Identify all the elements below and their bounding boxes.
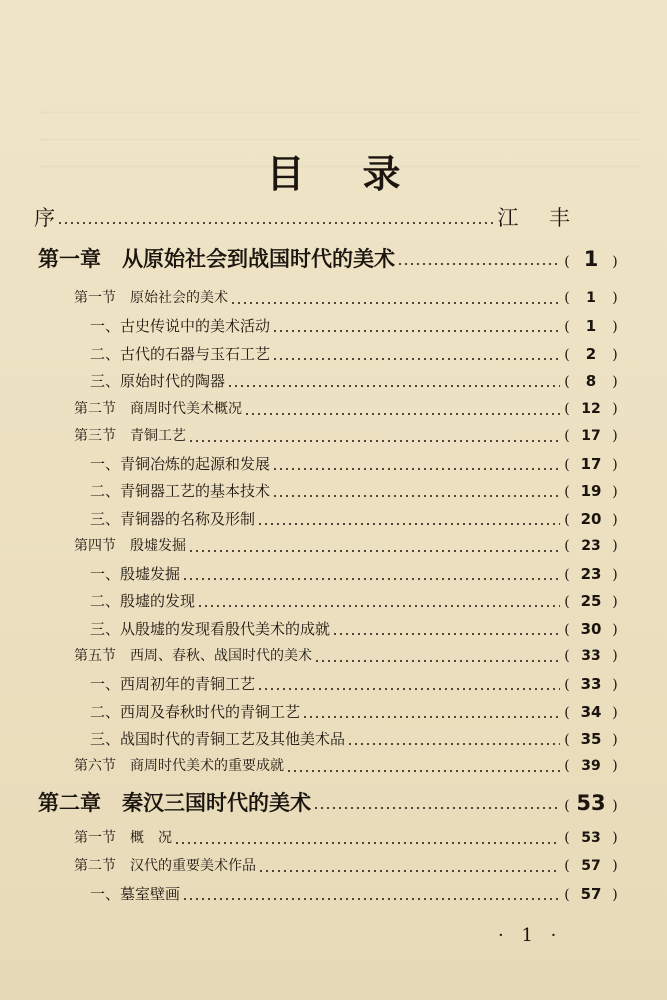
leader-dots <box>272 495 560 497</box>
close-paren: ) <box>612 457 618 473</box>
toc-page-ref <box>562 283 620 313</box>
open-paren: ( <box>564 830 570 846</box>
toc-section-row <box>74 851 620 881</box>
toc-entry-label: 一、古史传说中的美术活动 <box>90 317 271 335</box>
open-paren: ( <box>564 484 570 500</box>
leader-dots <box>197 605 560 607</box>
open-paren: ( <box>564 622 570 638</box>
toc-page-ref <box>562 669 620 700</box>
open-paren: ( <box>564 705 570 721</box>
toc-entry-label: 二、西周及春秋时代的青铜工艺 <box>90 703 301 721</box>
toc-section-row <box>74 283 620 313</box>
toc-item-row <box>90 339 620 369</box>
toc-page-ref <box>562 586 620 617</box>
open-paren: ( <box>564 648 570 664</box>
toc-page-number: 53 <box>581 830 601 846</box>
toc-entry-label: 二、青铜器工艺的基本技术 <box>90 482 271 500</box>
toc-entry-label: 第二节 商周时代美术概况 <box>74 401 242 417</box>
toc-page-ref <box>562 879 620 910</box>
toc-page-number: 39 <box>581 758 601 774</box>
toc-section-row <box>74 823 620 853</box>
toc-item-row <box>90 449 620 479</box>
close-paren: ) <box>612 567 618 583</box>
leader-dots <box>347 743 560 745</box>
leader-dots <box>313 807 560 809</box>
leader-dots <box>272 330 560 332</box>
leader-dots <box>314 660 560 662</box>
toc-section-row <box>74 531 620 561</box>
toc-entry-label: 三、从殷墟的发现看殷代美术的成就 <box>90 620 331 638</box>
open-paren: ( <box>564 347 570 363</box>
toc-entry-label: 第四节 殷墟发掘 <box>74 538 186 554</box>
open-paren: ( <box>564 254 570 270</box>
toc-page-ref <box>562 788 620 821</box>
leader-dots <box>302 716 560 718</box>
toc-page-number: 35 <box>580 730 602 748</box>
leader-dots <box>182 898 560 900</box>
toc-entry-label: 一、青铜冶炼的起源和发展 <box>90 455 271 473</box>
leader-dots <box>182 578 560 580</box>
close-paren: ) <box>612 798 618 814</box>
open-paren: ( <box>564 758 570 774</box>
close-paren: ) <box>612 538 618 554</box>
close-paren: ) <box>612 374 618 390</box>
close-paren: ) <box>612 347 618 363</box>
toc-item-row <box>90 724 620 754</box>
open-paren: ( <box>564 401 570 417</box>
open-paren: ( <box>564 732 570 748</box>
close-paren: ) <box>612 290 618 306</box>
toc-page-number: 1 <box>583 247 599 271</box>
toc-entry-label: 第一节 原始社会的美术 <box>74 290 228 306</box>
leader-dots <box>244 413 560 415</box>
toc-page-number: 34 <box>580 703 602 721</box>
toc-section-row <box>74 394 620 424</box>
toc-page-ref <box>562 311 620 342</box>
toc-page-number: 23 <box>581 538 601 554</box>
toc-item-row <box>90 669 620 699</box>
toc-page-ref <box>562 851 620 881</box>
leader-dots <box>397 263 560 265</box>
toc-entry-label: 二、殷墟的发现 <box>90 592 196 610</box>
toc-page-ref <box>562 531 620 561</box>
toc-item-row <box>90 559 620 589</box>
toc-page-number: 23 <box>580 565 602 583</box>
open-paren: ( <box>564 567 570 583</box>
close-paren: ) <box>612 512 618 528</box>
toc-page-number: 57 <box>580 885 602 903</box>
toc-page-ref <box>562 394 620 424</box>
open-paren: ( <box>564 594 570 610</box>
leader-dots <box>257 523 560 525</box>
leader-dots <box>272 468 560 470</box>
open-paren: ( <box>564 290 570 306</box>
toc-page-ref <box>562 366 620 397</box>
open-paren: ( <box>564 319 570 335</box>
toc-item-row <box>90 697 620 727</box>
leader-dots <box>230 302 560 304</box>
preface-row <box>34 203 582 233</box>
open-paren: ( <box>564 538 570 554</box>
toc-page-number: 2 <box>585 345 597 363</box>
toc-page-ref <box>562 244 620 277</box>
preface-label: 序 <box>34 206 55 230</box>
close-paren: ) <box>612 594 618 610</box>
toc-page-number: 12 <box>581 401 601 417</box>
toc-entry-label: 三、原始时代的陶器 <box>90 372 226 390</box>
close-paren: ) <box>612 830 618 846</box>
toc-section-row <box>74 751 620 781</box>
toc-item-row <box>90 586 620 616</box>
close-paren: ) <box>612 887 618 903</box>
toc-entry-label: 第二节 汉代的重要美术作品 <box>74 858 256 874</box>
close-paren: ) <box>612 648 618 664</box>
toc-entry-label: 一、墓室壁画 <box>90 885 181 903</box>
toc-chapter-row <box>38 788 620 818</box>
close-paren: ) <box>612 622 618 638</box>
toc-page-number: 17 <box>581 428 601 444</box>
page-number: · 1 · <box>498 925 563 946</box>
close-paren: ) <box>612 705 618 721</box>
toc-item-row <box>90 311 620 341</box>
toc-entry-label: 第一章 从原始社会到战国时代的美术 <box>38 247 395 271</box>
leader-dots <box>257 688 560 690</box>
toc-page-number: 17 <box>580 455 602 473</box>
toc-entry-label: 一、殷墟发掘 <box>90 565 181 583</box>
open-paren: ( <box>564 428 570 444</box>
toc-entry-label: 第一节 概 况 <box>74 830 172 846</box>
leader-dots <box>188 550 560 552</box>
leader-dots <box>188 440 560 442</box>
toc-page-ref <box>562 476 620 507</box>
toc-page-number: 30 <box>580 620 602 638</box>
close-paren: ) <box>612 401 618 417</box>
page-title: 目录 <box>266 152 459 196</box>
toc-page-number: 57 <box>581 858 601 874</box>
leader-dots <box>174 842 560 844</box>
toc-page-number: 1 <box>586 290 596 306</box>
open-paren: ( <box>564 677 570 693</box>
close-paren: ) <box>612 484 618 500</box>
toc-page-ref <box>562 823 620 853</box>
leader-dots <box>57 222 495 224</box>
toc-chapter-row <box>38 244 620 274</box>
close-paren: ) <box>612 428 618 444</box>
leader-dots <box>227 385 560 387</box>
toc-page-number: 53 <box>576 791 606 815</box>
toc-entry-label: 第五节 西周、春秋、战国时代的美术 <box>74 648 312 664</box>
toc-item-row <box>90 366 620 396</box>
toc-entry-label: 二、古代的石器与玉石工艺 <box>90 345 271 363</box>
toc-entry-label: 第六节 商周时代美术的重要成就 <box>74 758 284 774</box>
toc-entry-label: 三、青铜器的名称及形制 <box>90 510 256 528</box>
close-paren: ) <box>612 858 618 874</box>
toc-item-row <box>90 614 620 644</box>
leader-dots <box>258 870 560 872</box>
toc-page-number: 25 <box>580 592 602 610</box>
preface-author: 江 丰 <box>497 206 582 230</box>
leader-dots <box>286 770 560 772</box>
toc-page-number: 1 <box>585 317 597 335</box>
close-paren: ) <box>612 732 618 748</box>
open-paren: ( <box>564 858 570 874</box>
toc-item-row <box>90 504 620 534</box>
leader-dots <box>332 633 560 635</box>
toc-page-ref <box>562 641 620 671</box>
open-paren: ( <box>564 374 570 390</box>
toc-item-row <box>90 879 620 909</box>
open-paren: ( <box>564 887 570 903</box>
toc-entry-label: 第三节 青铜工艺 <box>74 428 186 444</box>
toc-entry-label: 一、西周初年的青铜工艺 <box>90 675 256 693</box>
toc-page-number: 20 <box>580 510 602 528</box>
leader-dots <box>272 358 560 360</box>
toc-page-ref <box>562 421 620 451</box>
close-paren: ) <box>612 319 618 335</box>
close-paren: ) <box>612 758 618 774</box>
close-paren: ) <box>612 254 618 270</box>
close-paren: ) <box>612 677 618 693</box>
open-paren: ( <box>564 457 570 473</box>
toc-item-row <box>90 476 620 506</box>
toc-section-row <box>74 421 620 451</box>
toc-page-number: 8 <box>585 372 597 390</box>
toc-section-row <box>74 641 620 671</box>
toc-page-number: 33 <box>581 648 601 664</box>
open-paren: ( <box>564 512 570 528</box>
open-paren: ( <box>564 798 570 814</box>
toc-page-ref <box>562 751 620 781</box>
toc-entry-label: 第二章 秦汉三国时代的美术 <box>38 791 311 815</box>
toc-page-number: 19 <box>580 482 602 500</box>
toc-entry-label: 三、战国时代的青铜工艺及其他美术品 <box>90 730 346 748</box>
toc-page-number: 33 <box>580 675 602 693</box>
